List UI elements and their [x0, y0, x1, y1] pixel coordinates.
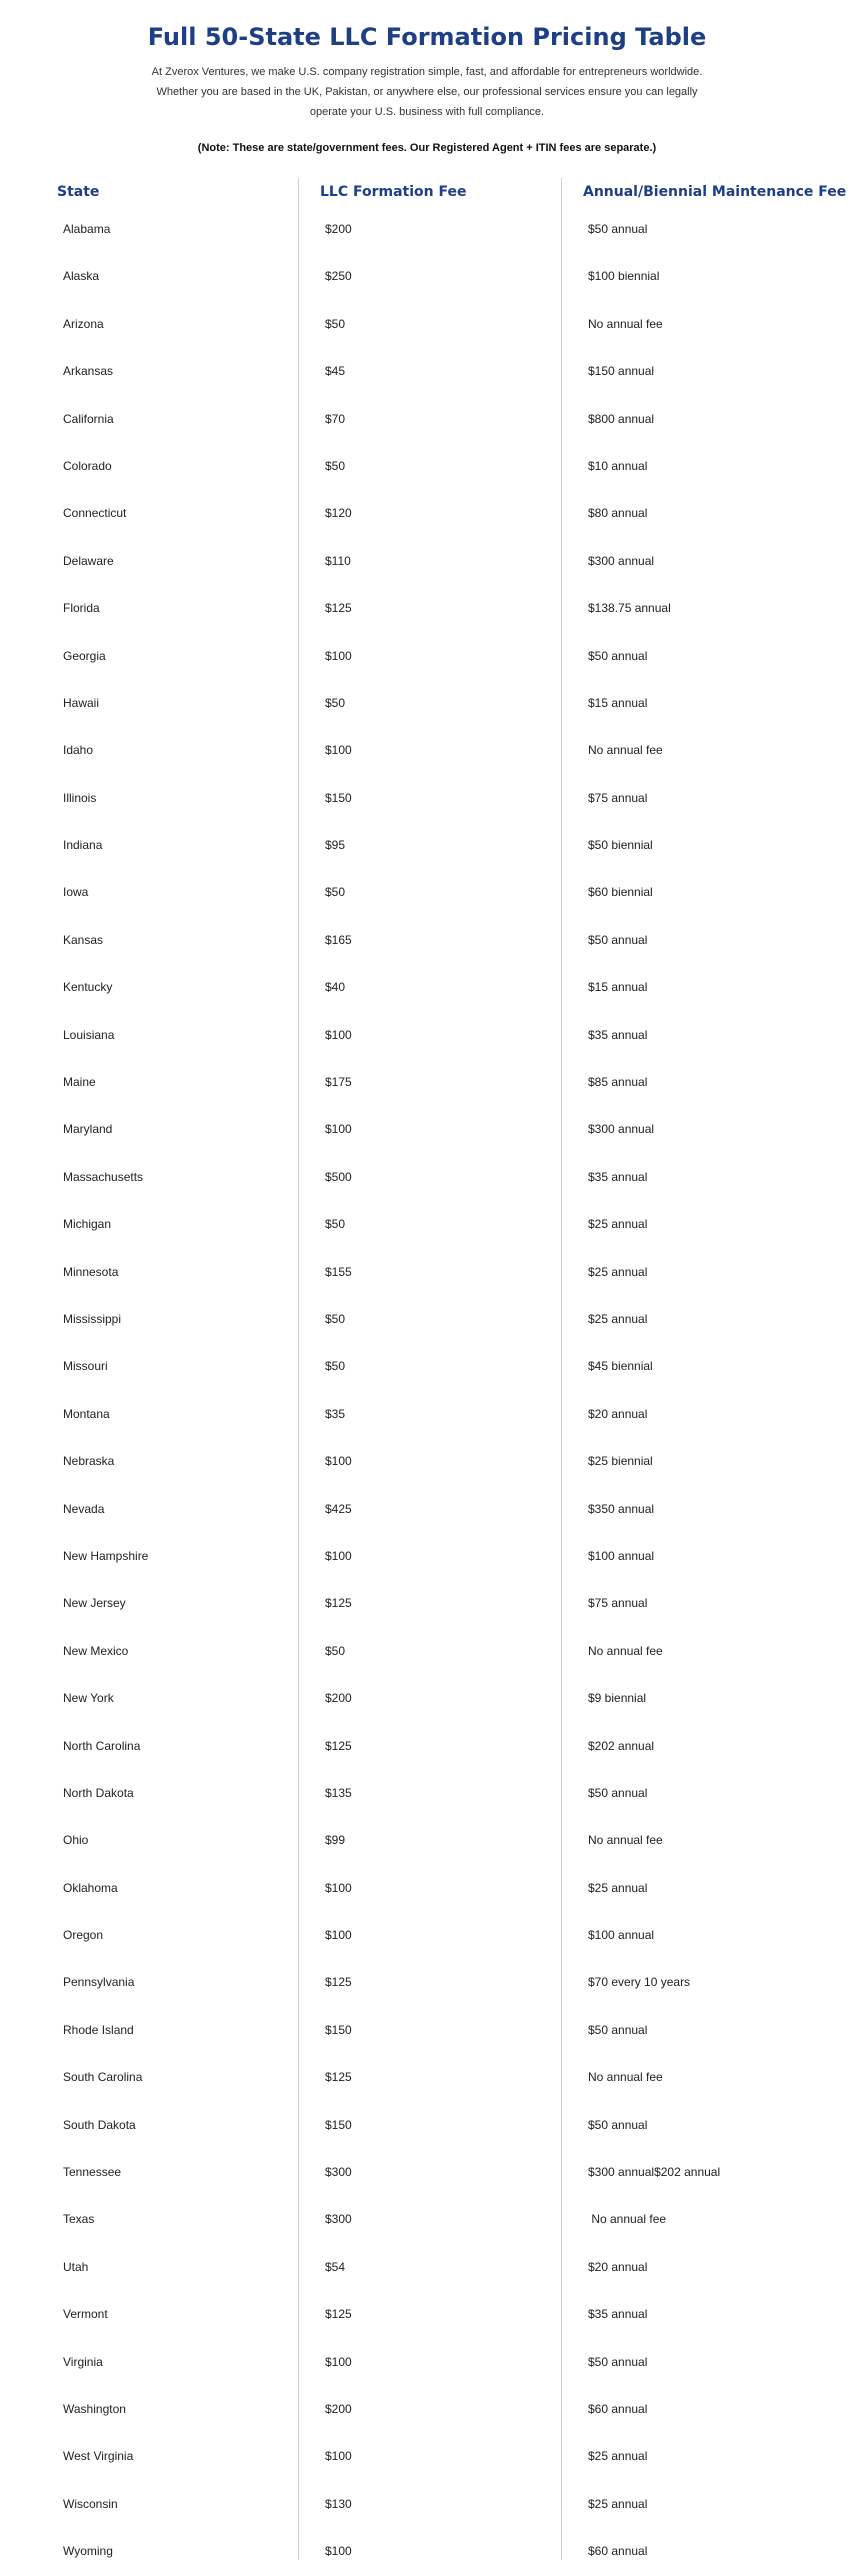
formation-fee-cell: $100 [325, 2354, 352, 2369]
formation-fee-cell: $70 [325, 411, 346, 426]
formation-fee-cell: $50 [325, 458, 346, 473]
maintenance-fee-cell: $202 annual [588, 1738, 655, 1753]
formation-fee-cell: $165 [325, 932, 352, 947]
formation-fee-cell: $155 [325, 1264, 352, 1279]
state-cell: Tennessee [63, 2165, 122, 2180]
table-row [0, 680, 854, 727]
table-row [0, 396, 854, 443]
maintenance-fee-cell: $15 annual [588, 980, 648, 995]
table-row [0, 253, 854, 300]
table-row [0, 822, 854, 869]
formation-fee-cell: $135 [325, 1785, 352, 1800]
maintenance-fee-cell: $300 annual [588, 553, 655, 568]
maintenance-fee-cell: No annual fee [588, 1833, 663, 1848]
table-row [0, 348, 854, 395]
state-cell: Colorado [63, 458, 112, 473]
table-row [0, 2054, 854, 2101]
table-row [0, 964, 854, 1011]
maintenance-fee-cell: $100 biennial [588, 269, 660, 284]
formation-fee-cell: $40 [325, 980, 346, 995]
table-row [0, 490, 854, 537]
formation-fee-cell: $100 [325, 1122, 352, 1137]
table-row [0, 585, 854, 632]
maintenance-fee-cell: $50 biennial [588, 838, 653, 853]
table-row [0, 2244, 854, 2291]
state-cell: Oklahoma [63, 1880, 118, 1895]
state-cell: Kansas [63, 932, 104, 947]
formation-fee-cell: $300 [325, 2165, 352, 2180]
state-cell: New York [63, 1691, 114, 1706]
header-maintenance-fee: Annual/Biennial Maintenance Fee [583, 184, 847, 200]
table-row [0, 1912, 854, 1959]
formation-fee-cell: $150 [325, 2022, 352, 2037]
maintenance-fee-cell: $35 annual [588, 1169, 648, 1184]
maintenance-fee-cell: $50 annual [588, 2117, 648, 2132]
table-row [0, 2291, 854, 2338]
state-cell: Connecticut [63, 506, 127, 521]
formation-fee-cell: $50 [325, 316, 346, 331]
maintenance-fee-cell: $25 annual [588, 1311, 648, 1326]
maintenance-fee-cell: $35 annual [588, 1027, 648, 1042]
state-cell: Oregon [63, 1928, 104, 1943]
maintenance-fee-cell: $150 annual [588, 364, 655, 379]
maintenance-fee-cell: $75 annual [588, 790, 648, 805]
state-cell: Kentucky [63, 980, 113, 995]
maintenance-fee-cell: $25 annual [588, 2449, 648, 2464]
state-cell: Florida [63, 601, 100, 616]
table-row [0, 2528, 854, 2575]
state-cell: West Virginia [63, 2449, 134, 2464]
formation-fee-cell: $150 [325, 790, 352, 805]
state-cell: Massachusetts [63, 1169, 144, 1184]
table-header [0, 178, 854, 206]
formation-fee-cell: $50 [325, 695, 346, 710]
maintenance-fee-cell: $60 biennial [588, 885, 653, 900]
table-row [0, 1249, 854, 1296]
table-row [0, 2386, 854, 2433]
maintenance-fee-cell: $60 annual [588, 2544, 648, 2559]
formation-fee-cell: $425 [325, 1501, 352, 1516]
state-cell: California [63, 411, 114, 426]
state-cell: South Carolina [63, 2070, 143, 2085]
formation-fee-cell: $100 [325, 1548, 352, 1563]
table-row [0, 1106, 854, 1153]
state-cell: Louisiana [63, 1027, 115, 1042]
maintenance-fee-cell: $800 annual [588, 411, 655, 426]
formation-fee-cell: $125 [325, 2070, 352, 2085]
table-row [0, 1770, 854, 1817]
state-cell: New Jersey [63, 1596, 126, 1611]
state-cell: New Mexico [63, 1643, 129, 1658]
state-cell: Vermont [63, 2307, 108, 2322]
maintenance-fee-cell: $70 every 10 years [588, 1975, 691, 1990]
table-row [0, 1438, 854, 1485]
maintenance-fee-cell: $300 annual [588, 1122, 655, 1137]
table-row [0, 1580, 854, 1627]
table-row [0, 1628, 854, 1675]
state-cell: Utah [63, 2259, 89, 2274]
table-row [0, 1343, 854, 1390]
table-row [0, 1959, 854, 2006]
state-cell: Georgia [63, 648, 106, 663]
table-row [0, 917, 854, 964]
maintenance-fee-cell: $35 annual [588, 2307, 648, 2322]
state-cell: Idaho [63, 743, 94, 758]
page-title: Full 50-State LLC Formation Pricing Table [147, 23, 707, 51]
state-cell: Rhode Island [63, 2022, 134, 2037]
table-row [0, 1533, 854, 1580]
table-row [0, 1059, 854, 1106]
intro-paragraph: At Zverox Ventures, we make U.S. company registration simple, fast, and affordable for entrepreneurs worldwide. Whether you are based in the UK, Pakistan, or anywhere else, our professional services ensure you can legally operate your U.S. business with full compliance. [151, 66, 703, 118]
table-row [0, 2007, 854, 2054]
state-cell: Pennsylvania [63, 1975, 135, 1990]
state-cell: North Dakota [63, 1785, 134, 1800]
maintenance-fee-cell: $50 annual [588, 932, 648, 947]
maintenance-fee-cell: $50 annual [588, 648, 648, 663]
table-row [0, 1486, 854, 1533]
state-cell: Wisconsin [63, 2496, 118, 2511]
formation-fee-cell: $300 [325, 2212, 352, 2227]
formation-fee-cell: $100 [325, 1928, 352, 1943]
maintenance-fee-cell: $80 annual [588, 506, 648, 521]
table-row [0, 1012, 854, 1059]
formation-fee-cell: $130 [325, 2496, 352, 2511]
formation-fee-cell: $100 [325, 648, 352, 663]
table-row [0, 2339, 854, 2386]
formation-fee-cell: $125 [325, 601, 352, 616]
formation-fee-cell: $50 [325, 1217, 346, 1232]
formation-fee-cell: $175 [325, 1075, 352, 1090]
table-row [0, 1865, 854, 1912]
maintenance-fee-cell: No annual fee [588, 743, 663, 758]
maintenance-fee-cell: $10 annual [588, 458, 648, 473]
formation-fee-cell: $50 [325, 1311, 346, 1326]
maintenance-fee-cell: $25 annual [588, 1217, 648, 1232]
maintenance-fee-cell: $350 annual [588, 1501, 655, 1516]
formation-fee-cell: $110 [325, 553, 351, 568]
formation-fee-cell: $100 [325, 1454, 352, 1469]
state-cell: Maine [63, 1075, 96, 1090]
table-row [0, 633, 854, 680]
table-row [0, 2433, 854, 2480]
formation-fee-cell: $150 [325, 2117, 352, 2132]
state-cell: South Dakota [63, 2117, 136, 2132]
formation-fee-cell: $99 [325, 1833, 346, 1848]
table-row [0, 1154, 854, 1201]
table-row [0, 2196, 854, 2243]
formation-fee-cell: $200 [325, 222, 352, 236]
table-row [0, 301, 854, 348]
formation-fee-cell: $95 [325, 838, 346, 853]
maintenance-fee-cell: $25 annual [588, 1880, 648, 1895]
table-row [0, 1675, 854, 1722]
state-cell: Virginia [63, 2354, 103, 2369]
table-row [0, 2481, 854, 2528]
formation-fee-cell: $100 [325, 2449, 352, 2464]
table-row [0, 206, 854, 253]
formation-fee-cell: $45 [325, 364, 346, 379]
formation-fee-cell: $125 [325, 1975, 352, 1990]
maintenance-fee-cell: $20 annual [588, 1406, 648, 1421]
maintenance-fee-cell: No annual fee [588, 316, 663, 331]
state-cell: Washington [63, 2401, 126, 2416]
formation-fee-cell: $50 [325, 1643, 346, 1658]
formation-fee-cell: $50 [325, 1359, 346, 1374]
state-cell: North Carolina [63, 1738, 141, 1753]
state-cell: Nebraska [63, 1454, 115, 1469]
formation-fee-cell: $100 [325, 2544, 352, 2559]
formation-fee-cell: $500 [325, 1169, 352, 1184]
state-cell: Michigan [63, 1217, 112, 1232]
formation-fee-cell: $125 [325, 2307, 352, 2322]
header-formation-fee: LLC Formation Fee [320, 184, 467, 200]
formation-fee-cell: $125 [325, 1596, 352, 1611]
formation-fee-cell: $35 [325, 1406, 346, 1421]
state-cell: Indiana [63, 838, 103, 853]
maintenance-fee-cell: $50 annual [588, 2022, 648, 2037]
maintenance-fee-cell: $50 annual [588, 1785, 648, 1800]
formation-fee-cell: $120 [325, 506, 352, 521]
maintenance-fee-cell: $50 annual [588, 2354, 648, 2369]
maintenance-fee-cell: $138.75 annual [588, 601, 671, 616]
formation-fee-cell: $200 [325, 1691, 352, 1706]
maintenance-fee-cell: $9 biennial [588, 1691, 647, 1706]
formation-fee-cell: $100 [325, 743, 352, 758]
state-cell: Alaska [63, 269, 100, 284]
table-row [0, 869, 854, 916]
formation-fee-cell: $250 [325, 269, 352, 284]
state-cell: Arizona [63, 316, 104, 331]
state-cell: New Hampshire [63, 1548, 149, 1563]
state-cell: Ohio [63, 1833, 89, 1848]
table-row [0, 443, 854, 490]
maintenance-fee-cell: $75 annual [588, 1596, 648, 1611]
maintenance-fee-cell: $100 annual [588, 1548, 655, 1563]
formation-fee-cell: $125 [325, 1738, 352, 1753]
state-cell: Texas [63, 2212, 95, 2227]
maintenance-fee-cell: $300 annual$202 annual [588, 2165, 721, 2180]
state-cell: Arkansas [63, 364, 114, 379]
state-cell: Nevada [63, 1501, 105, 1516]
table-row [0, 1296, 854, 1343]
table-row [0, 1391, 854, 1438]
fees-note: (Note: These are state/government fees. Our Registered Agent + ITIN fees are separate.) [197, 142, 657, 154]
maintenance-fee-cell: $15 annual [588, 695, 648, 710]
state-cell: Hawaii [63, 695, 100, 710]
formation-fee-cell: $100 [325, 1880, 352, 1895]
maintenance-fee-cell: $50 annual [588, 222, 648, 236]
table-row [0, 1817, 854, 1864]
maintenance-fee-cell: No annual fee [588, 2070, 663, 2085]
state-cell: Wyoming [63, 2544, 113, 2559]
table-row [0, 1723, 854, 1770]
state-cell: Iowa [63, 885, 89, 900]
state-cell: Delaware [63, 553, 114, 568]
table-row [0, 727, 854, 774]
maintenance-fee-cell: $85 annual [588, 1075, 648, 1090]
header-state: State [57, 184, 100, 200]
table-row [0, 775, 854, 822]
maintenance-fee-cell: $60 annual [588, 2401, 648, 2416]
state-cell: Alabama [63, 222, 111, 236]
state-cell: Mississippi [63, 1311, 122, 1326]
state-cell: Missouri [63, 1359, 108, 1374]
maintenance-fee-cell: $20 annual [588, 2259, 648, 2274]
table-row [0, 1201, 854, 1248]
maintenance-fee-cell: $45 biennial [588, 1359, 653, 1374]
state-cell: Illinois [63, 790, 97, 805]
table-row [0, 538, 854, 585]
maintenance-fee-cell: $25 biennial [588, 1454, 653, 1469]
state-cell: Maryland [63, 1122, 113, 1137]
table-row [0, 2102, 854, 2149]
state-cell: Minnesota [63, 1264, 119, 1279]
table-body [0, 206, 854, 2576]
state-cell: Montana [63, 1406, 110, 1421]
maintenance-fee-cell: $100 annual [588, 1928, 655, 1943]
maintenance-fee-cell: No annual fee [588, 1643, 663, 1658]
maintenance-fee-cell: $25 annual [588, 1264, 648, 1279]
table-row [0, 2149, 854, 2196]
formation-fee-cell: $50 [325, 885, 346, 900]
maintenance-fee-cell: No annual fee [588, 2212, 667, 2227]
formation-fee-cell: $100 [325, 1027, 352, 1042]
maintenance-fee-cell: $25 annual [588, 2496, 648, 2511]
formation-fee-cell: $54 [325, 2259, 346, 2274]
formation-fee-cell: $200 [325, 2401, 352, 2416]
